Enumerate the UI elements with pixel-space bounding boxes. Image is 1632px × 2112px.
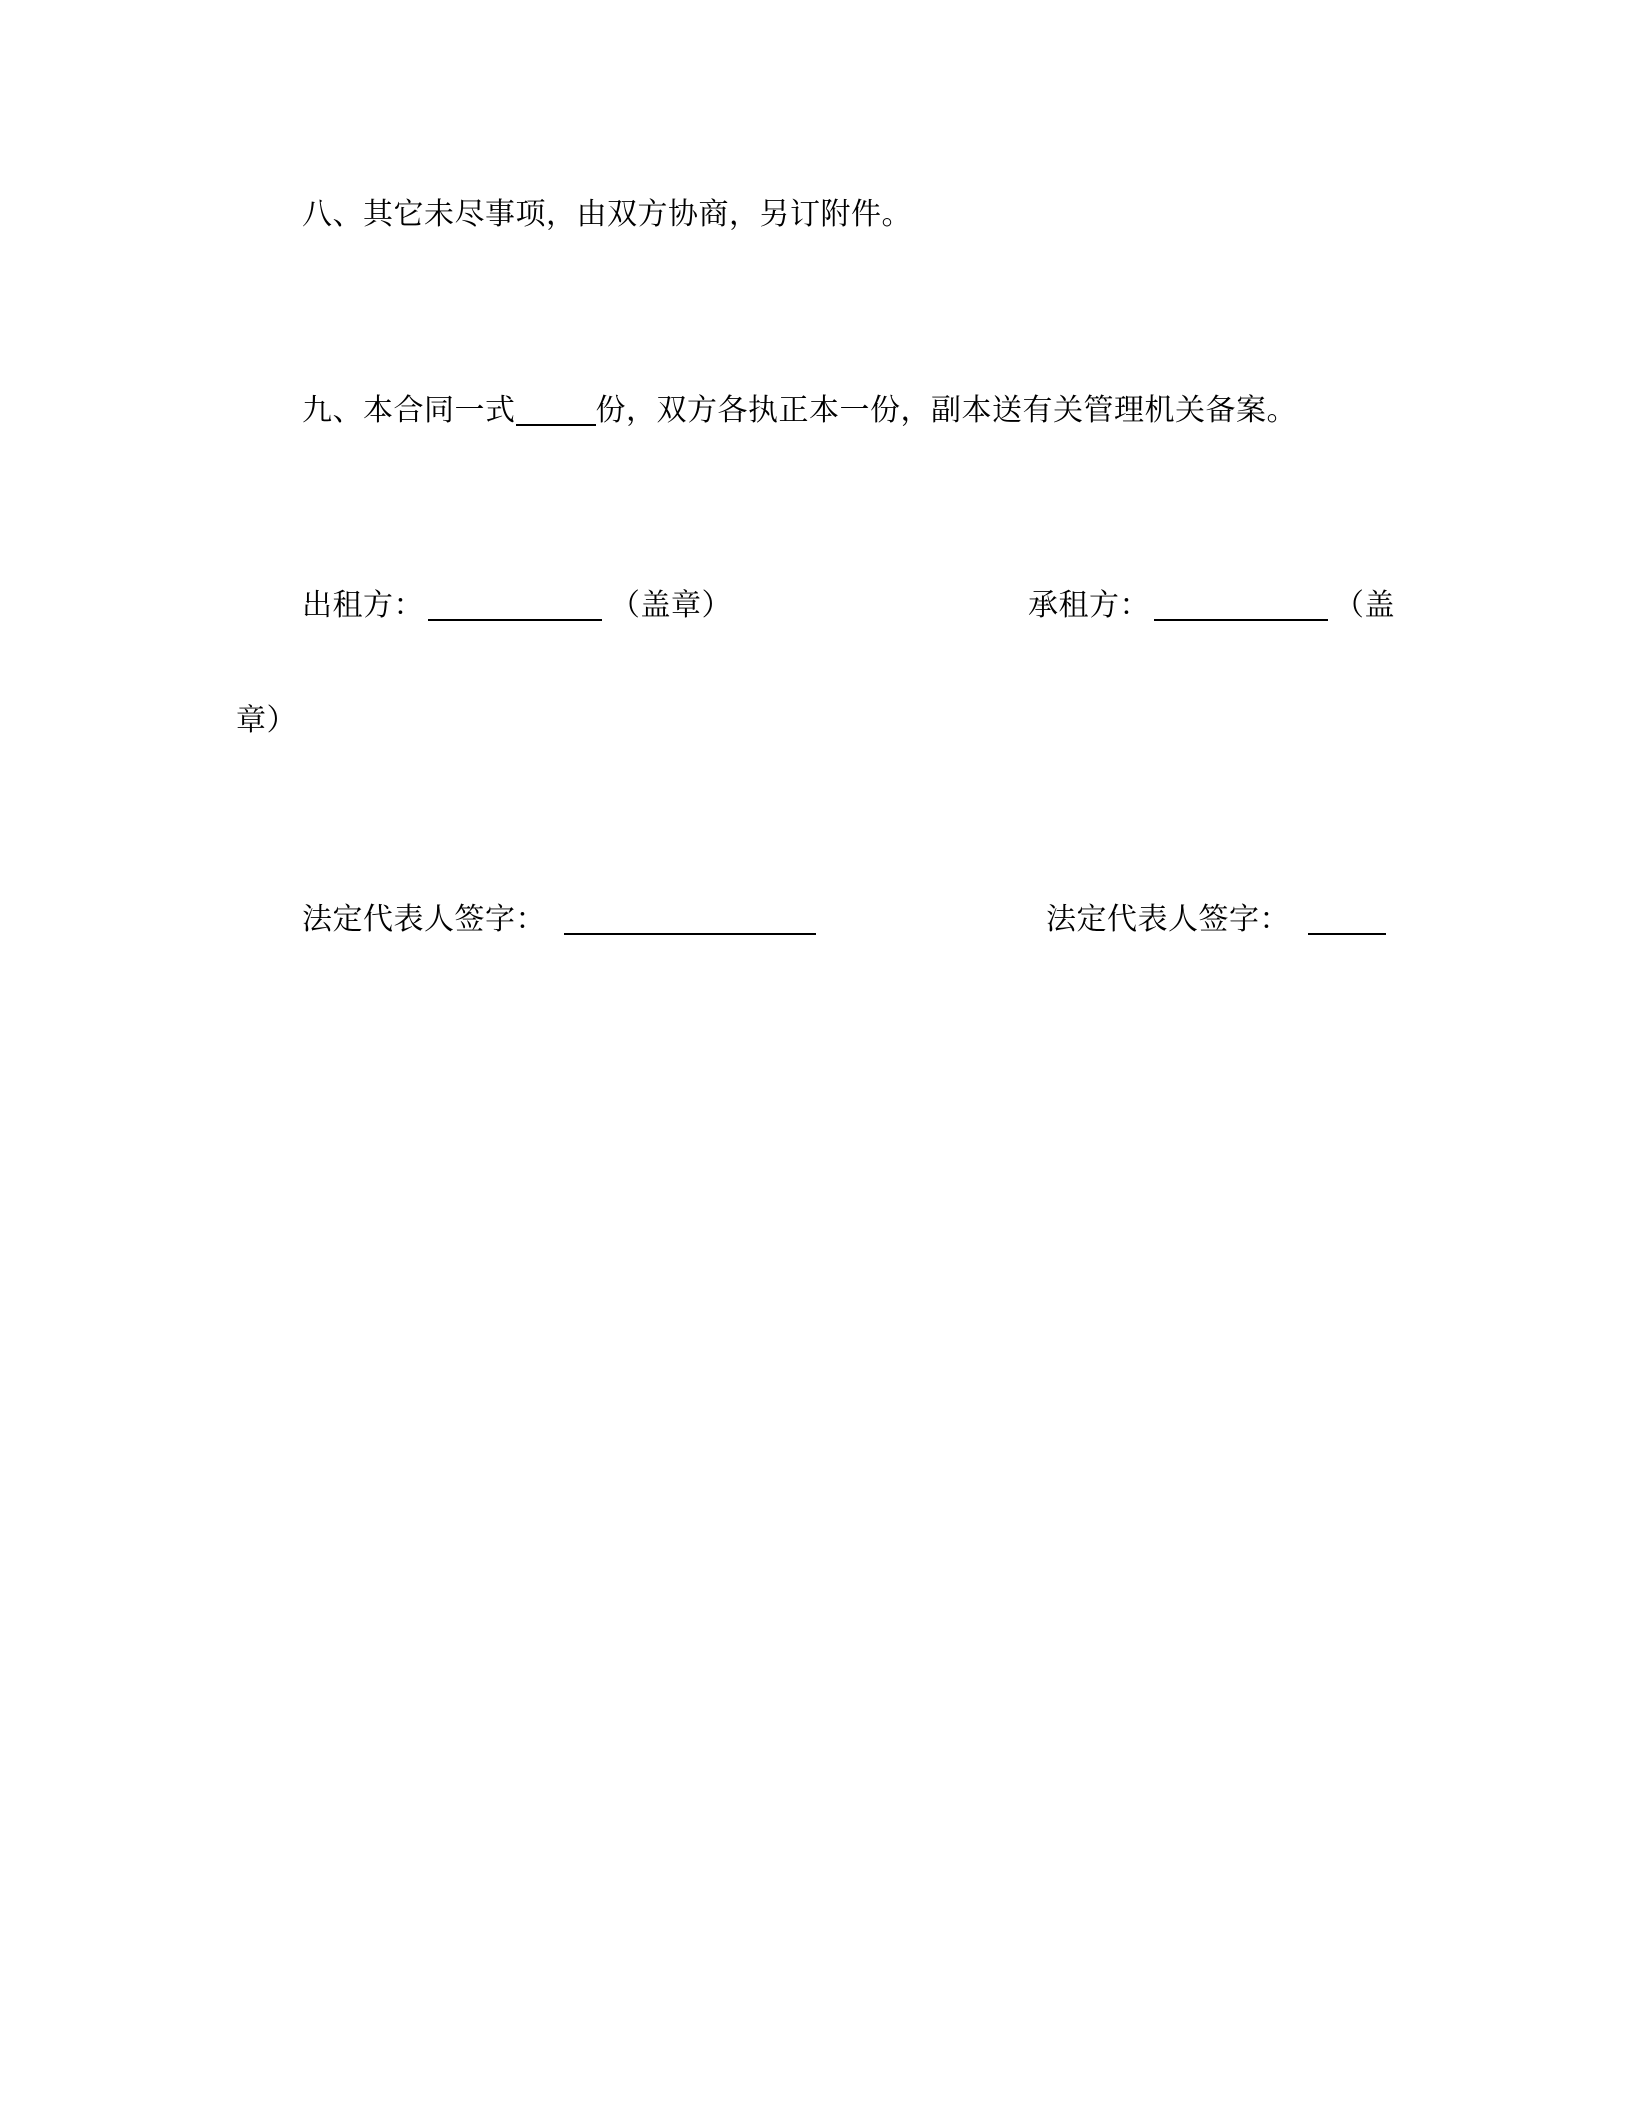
- lessee-label: 承租方：: [1028, 588, 1150, 623]
- lessee-seal-text-part2: 章）: [236, 703, 297, 738]
- lessor-seal-text: （盖章）: [610, 588, 732, 623]
- clause-9: [302, 391, 1297, 431]
- lessee-rep-signature-blank[interactable]: [1308, 903, 1386, 935]
- lessee-seal-wrap: [236, 701, 297, 741]
- lessor-rep-label: 法定代表人签字：: [302, 902, 546, 937]
- lessee-name-blank[interactable]: [1154, 589, 1328, 621]
- lessee-signature-line: [1028, 586, 1395, 626]
- lessor-signature-line: [302, 586, 732, 626]
- lessee-seal-text-part1: （盖: [1334, 588, 1395, 623]
- lessor-label: 出租方：: [302, 588, 424, 623]
- lessor-rep-signature-line: [302, 900, 816, 940]
- lessee-rep-signature-line: [1046, 900, 1386, 940]
- lessee-rep-label: 法定代表人签字：: [1046, 902, 1290, 937]
- lessor-rep-signature-blank[interactable]: [564, 903, 816, 935]
- clause-9-text-start: 九、本合同一式: [302, 393, 516, 428]
- clause-8-text: 八、其它未尽事项，由双方协商，另订附件。: [302, 197, 912, 232]
- clause-9-text-end: 份，双方各执正本一份，副本送有关管理机关备案。: [595, 393, 1297, 428]
- lessor-name-blank[interactable]: [428, 589, 602, 621]
- clause-8: [302, 195, 912, 235]
- copies-blank-field[interactable]: [516, 394, 596, 426]
